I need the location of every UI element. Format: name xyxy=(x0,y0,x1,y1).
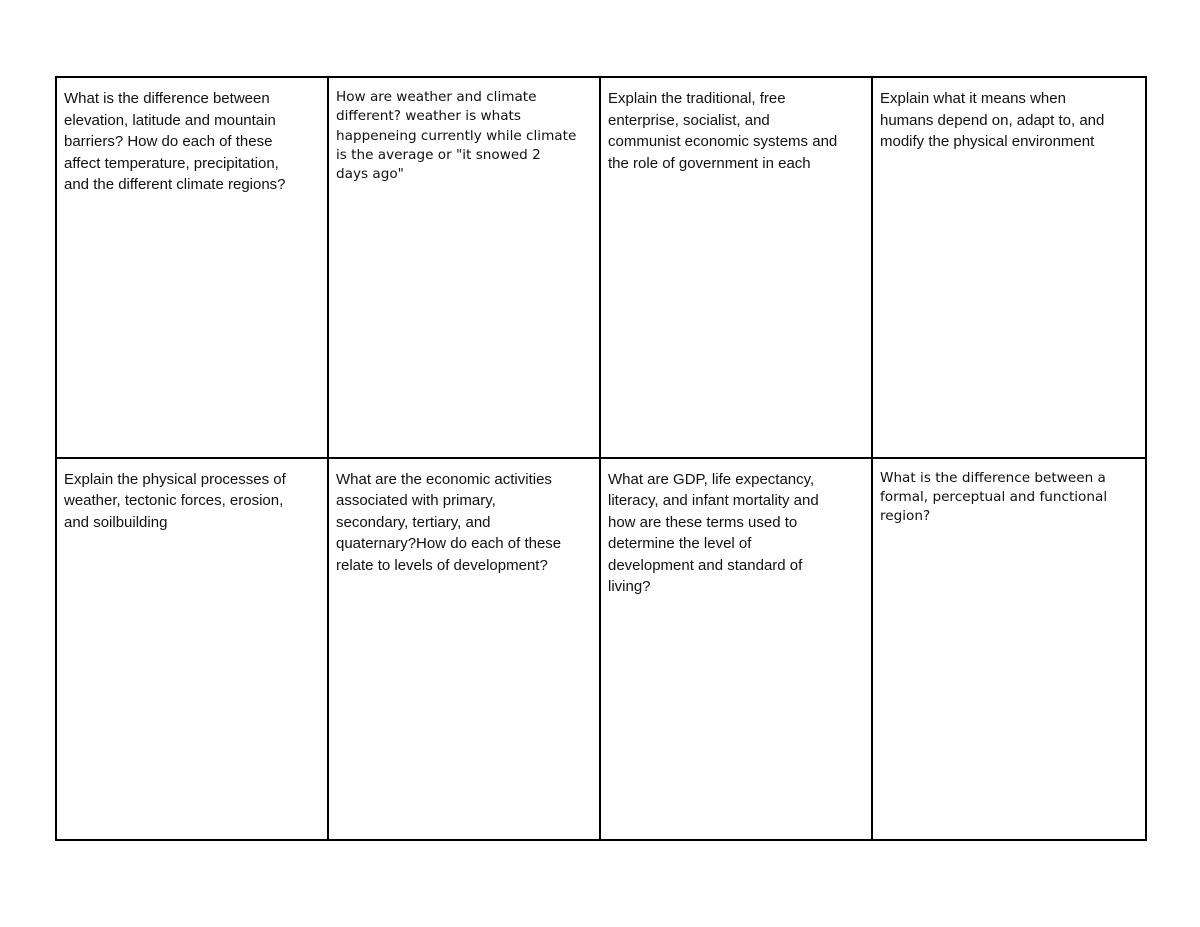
table-cell-r1-c1 xyxy=(57,78,329,459)
question-table xyxy=(55,76,1147,841)
question-economic-activities: What are the economic activities associated with primary, secondary, tertiary, and quaternary?How do each of these relate to levels of development? xyxy=(336,470,562,574)
table-cell-r2-c3 xyxy=(601,459,873,840)
question-elevation-latitude: What is the difference between elevation, latitude and mountain barriers? How do each of these affect temperature, precipitation, and the different climate regions? xyxy=(64,90,286,193)
table-cell-r2-c1 xyxy=(57,459,329,840)
question-economic-systems: Explain the traditional, free enterprise, socialist, and communist economic systems and the role of government in each xyxy=(608,90,838,172)
question-human-environment: Explain what it means when humans depend on, adapt to, and modify the physical environment xyxy=(880,90,1105,150)
table-cell-r1-c3 xyxy=(601,78,873,459)
table-cell-r2-c4 xyxy=(873,459,1145,840)
table-cell-r1-c4 xyxy=(873,78,1145,459)
question-physical-processes: Explain the physical processes of weather, tectonic forces, erosion, and soilbuilding xyxy=(64,470,286,531)
table-cell-r2-c2 xyxy=(329,459,601,840)
question-weather-vs-climate: How are weather and climate different? weather is whats happeneing currently while climate is the average or "it snowed 2 days ago" xyxy=(336,89,577,183)
question-development-indicators: What are GDP, life expectancy, literacy, and infant mortality and how are these terms used to determine the level of development and standard of living? xyxy=(608,470,819,595)
question-region-types: What is the difference between a formal, perceptual and functional region? xyxy=(880,469,1108,525)
table-cell-r1-c2 xyxy=(329,78,601,459)
